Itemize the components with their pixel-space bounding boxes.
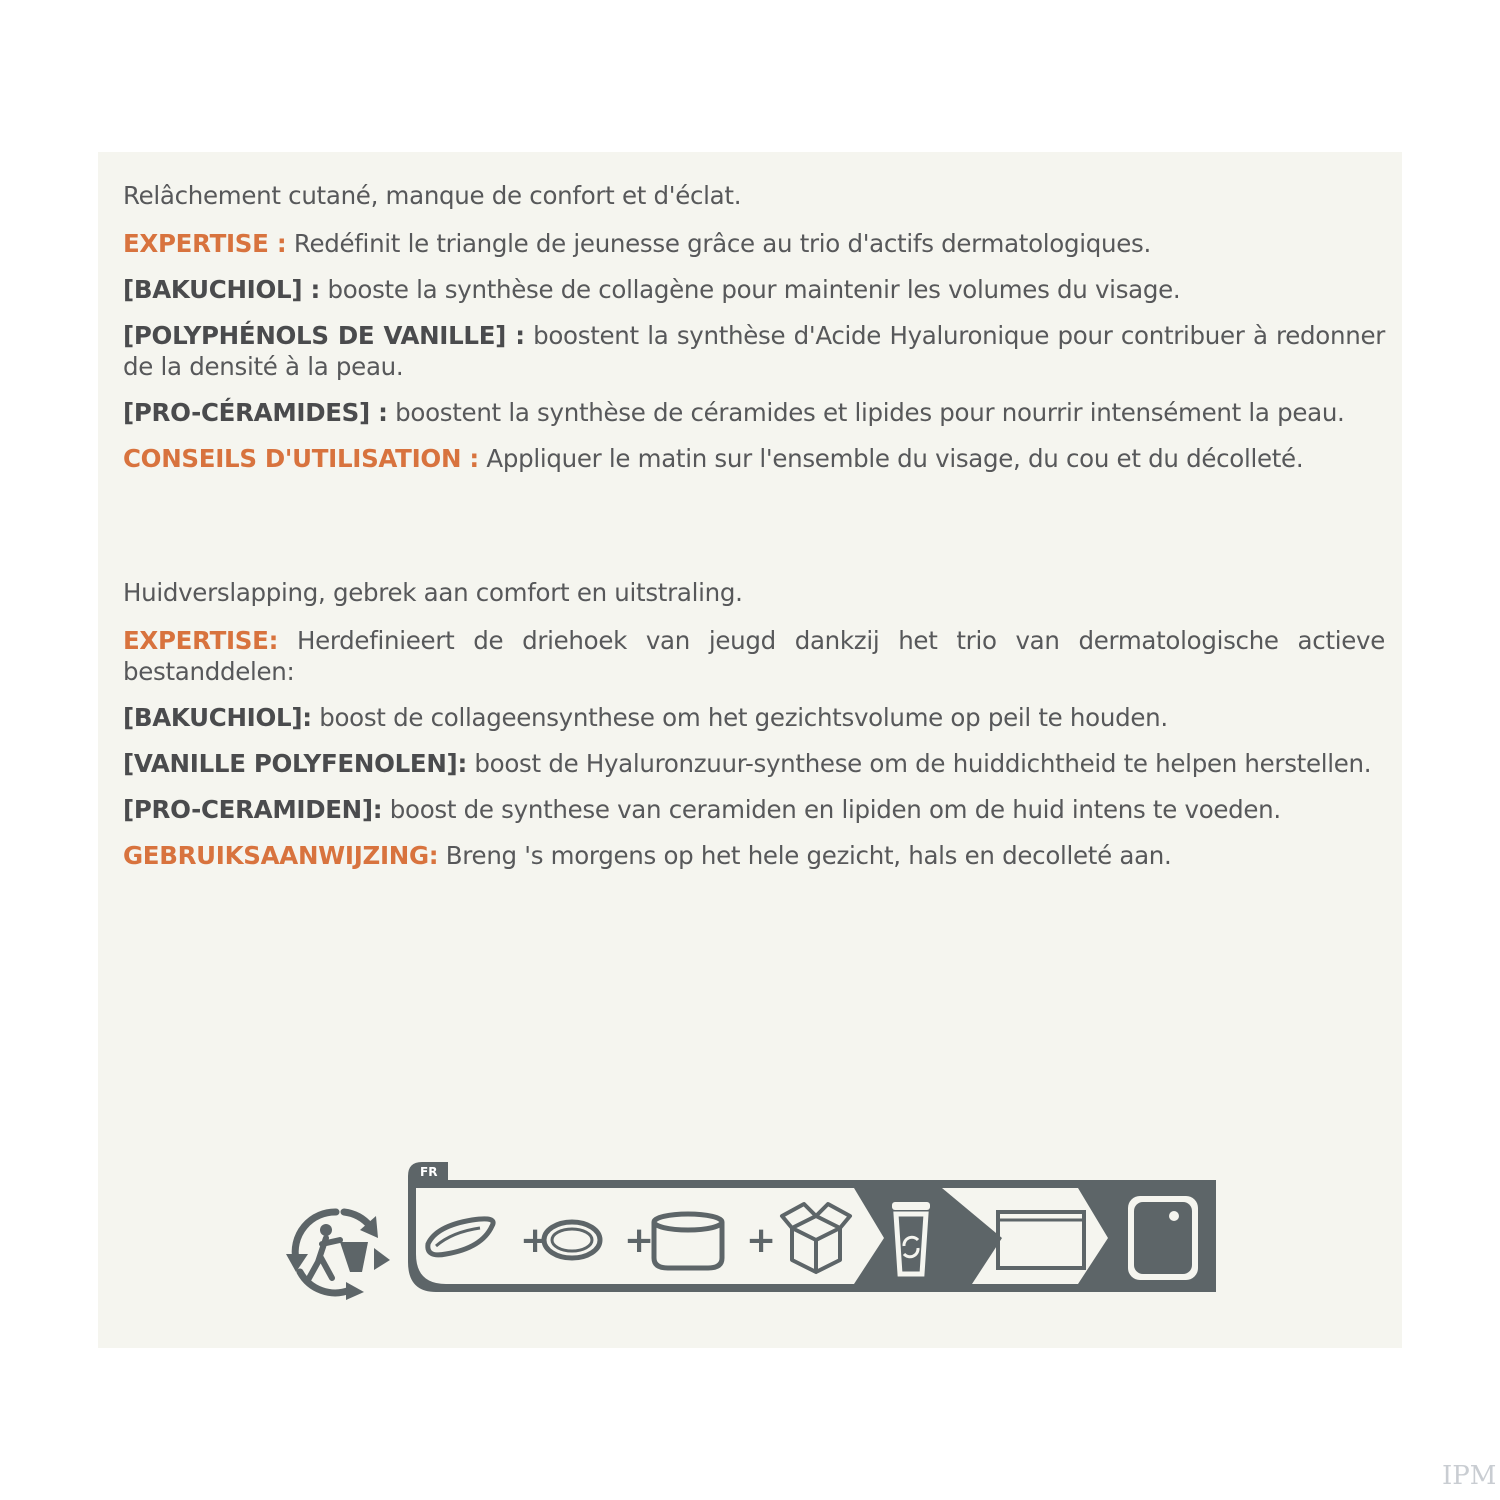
fr-item-proceramides — [123, 397, 1385, 428]
fr-text: boostent la synthèse d'Acide Hyaluronique pour contribuer à redonner de la densité à la peau. — [123, 321, 1386, 381]
french-text-block — [123, 180, 1385, 489]
household-bin-icon — [1128, 1196, 1198, 1280]
fr-text: booste la synthèse de collagène pour maintenir les volumes du visage. — [319, 275, 1181, 304]
ipm-watermark — [1442, 1456, 1497, 1491]
nl-item-expertise — [123, 625, 1385, 687]
plus-sign: + — [746, 1220, 777, 1261]
dutch-text-block — [123, 577, 1385, 886]
nl-item-proceramiden — [123, 794, 1385, 825]
fr-text: boostent la synthèse de céramides et lipides pour nourrir intensément la peau. — [387, 398, 1345, 427]
nl-label: EXPERTISE: — [123, 626, 279, 655]
fr-item-polyphenols — [123, 320, 1385, 382]
nl-text: Herdefinieert de driehoek van jeugd dankzij het trio van dermatologische actieve bestanddelen: — [123, 626, 1385, 686]
nl-label: [VANILLE POLYFENOLEN]: — [123, 749, 467, 778]
nl-item-polyfenolen — [123, 748, 1385, 779]
nl-text: Breng 's morgens op het hele gezicht, hals en decolleté aan. — [438, 841, 1172, 870]
fr-label: [PRO-CÉRAMIDES] : — [123, 398, 388, 427]
nl-intro: Huidverslapping, gebrek aan comfort en uitstraling. — [123, 578, 743, 607]
nl-text: boost de Hyaluronzuur-synthese om de huiddichtheid te helpen herstellen. — [466, 749, 1372, 778]
nl-item-bakuchiol — [123, 702, 1385, 733]
info-tri-bar — [406, 1162, 1216, 1292]
fr-intro: Relâchement cutané, manque de confort et d'éclat. — [123, 181, 742, 210]
fr-label: EXPERTISE : — [123, 229, 287, 258]
country-tag: FR — [420, 1165, 438, 1179]
plus-sign: + — [624, 1220, 655, 1261]
fr-text: Appliquer le matin sur l'ensemble du visage, du cou et du décolleté. — [478, 444, 1304, 473]
fr-text: Redéfinit le triangle de jeunesse grâce au trio d'actifs dermatologiques. — [286, 229, 1151, 258]
fr-item-expertise — [123, 228, 1385, 259]
nl-label: GEBRUIKSAANWIJZING: — [123, 841, 439, 870]
fr-label: [BAKUCHIOL] : — [123, 275, 320, 304]
nl-label: [BAKUCHIOL]: — [123, 703, 312, 732]
nl-text: boost de collageensynthese om het gezichtsvolume op peil te houden. — [311, 703, 1168, 732]
nl-item-gebruik — [123, 840, 1385, 871]
ipm-logo-icon — [1442, 1456, 1497, 1491]
svg-text:IPM: IPM — [1442, 1461, 1497, 1491]
nl-text: boost de synthese van ceramiden en lipiden om de huid intens te voeden. — [382, 795, 1281, 824]
plus-sign: + — [520, 1220, 551, 1261]
fr-label: CONSEILS D'UTILISATION : — [123, 444, 479, 473]
fr-item-bakuchiol — [123, 274, 1385, 305]
fr-label: [POLYPHÉNOLS DE VANILLE] : — [123, 321, 525, 350]
fr-item-conseils — [123, 443, 1385, 474]
triman-recycling-icon — [278, 1200, 398, 1300]
nl-label: [PRO-CERAMIDEN]: — [123, 795, 383, 824]
